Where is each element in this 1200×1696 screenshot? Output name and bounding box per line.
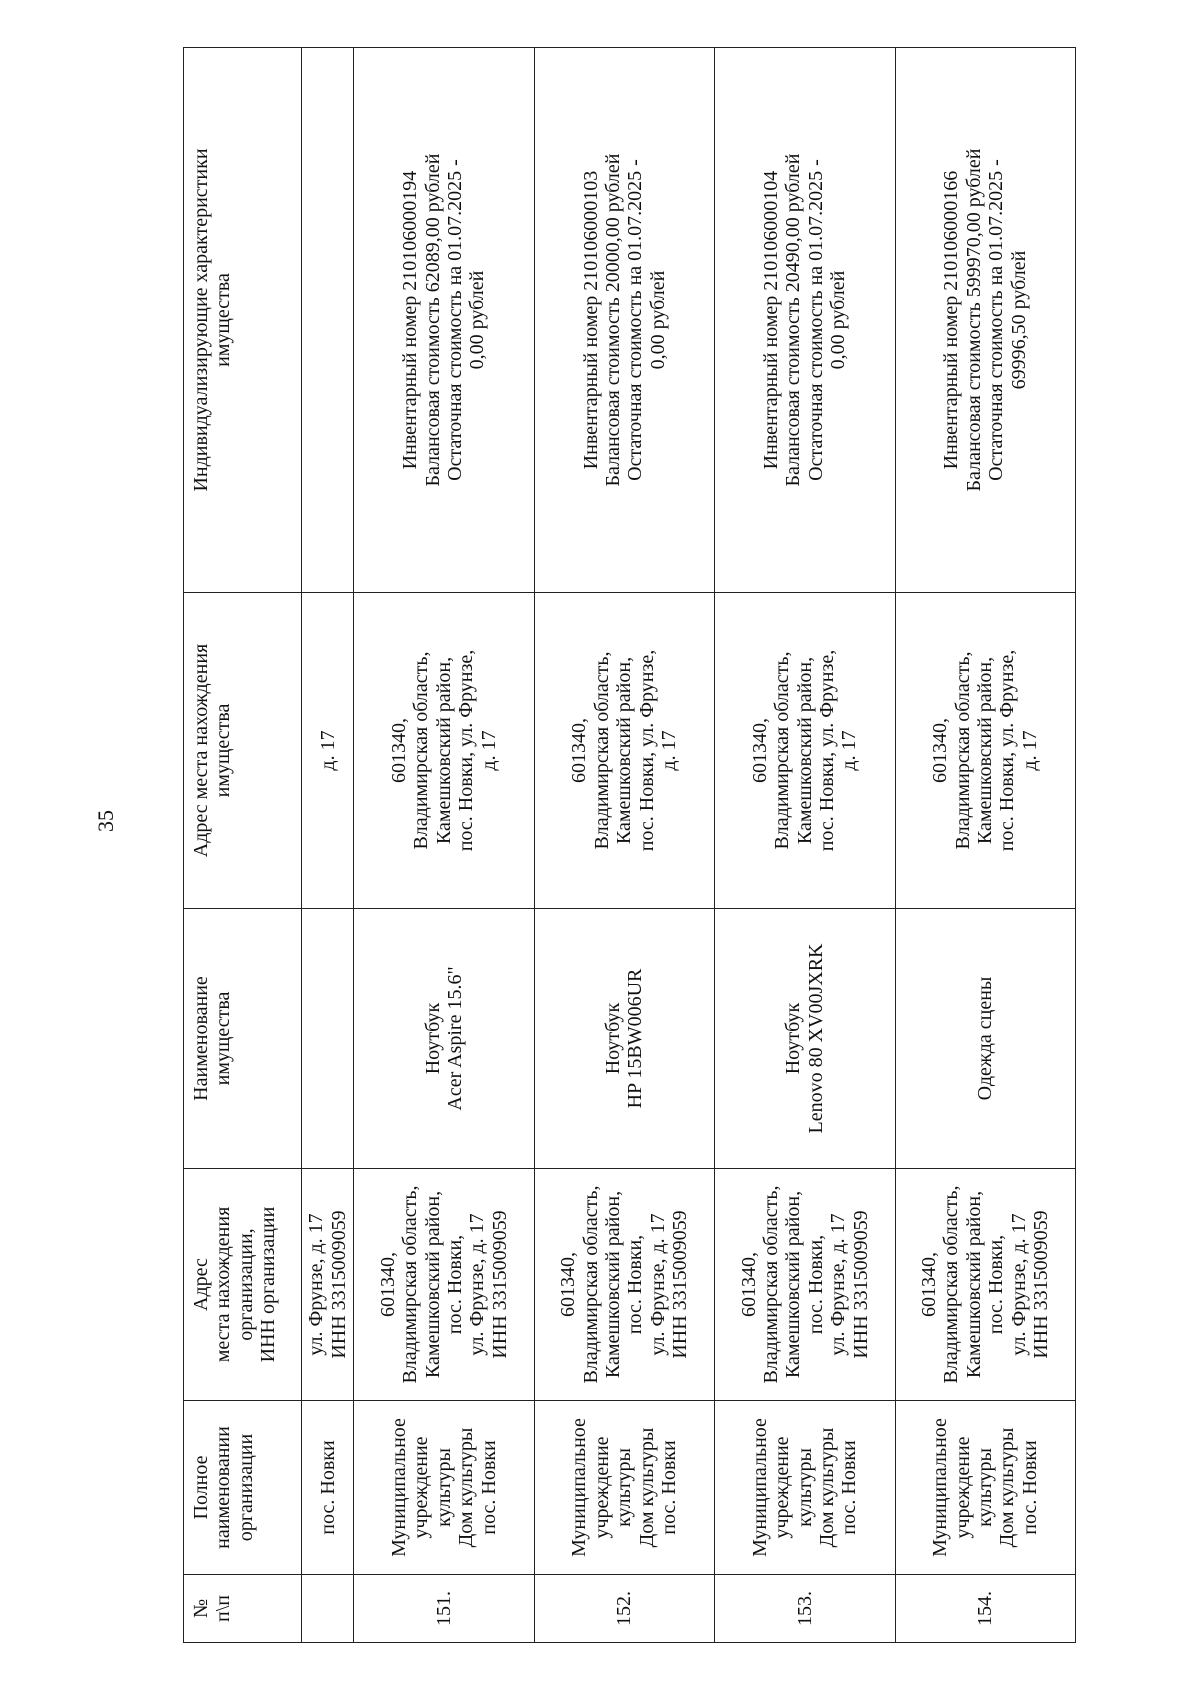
cell-line: д. 17 — [838, 730, 861, 771]
cell-line: пос. Новки, ул. Фрунзе, — [996, 649, 1019, 852]
cell-line: Остаточная стоимость на 01.07.2025 - — [444, 159, 467, 481]
cell-line: Владимирская область, — [579, 1185, 602, 1384]
cont-org-addr: ул. Фрунзе, д. 17 ИНН 3315009059 — [302, 1169, 354, 1401]
row-num: 152. — [534, 1575, 714, 1643]
cell-line: ул. Фрунзе, д. 17 — [466, 1213, 489, 1356]
cell-line: пос. Новки, — [985, 1234, 1008, 1335]
cell-line: культуры — [793, 1448, 816, 1527]
cell-line: пос. Новки, — [804, 1234, 827, 1335]
cell-line: ул. Фрунзе, д. 17 — [1007, 1213, 1030, 1356]
cell-line: Камешковский район, — [602, 1190, 625, 1379]
cell-line: Владимирская область, — [410, 651, 433, 850]
item-address-cell — [715, 593, 895, 909]
cont-item-name — [302, 909, 354, 1169]
header-item-chars: Индивидуализирующие характеристики имущества — [184, 48, 302, 593]
cell-line: Дом культуры — [455, 1427, 478, 1548]
item-address-cell — [895, 593, 1075, 909]
header-num: № п\п — [184, 1575, 302, 1643]
cell-line: Муниципальное — [748, 1418, 771, 1557]
header-org-name: Полное наименовании организации — [184, 1401, 302, 1575]
table-row — [895, 48, 1075, 1643]
cell-line: ИНН 3315009059 — [488, 1210, 511, 1359]
header-row — [184, 48, 302, 1643]
cell-line: 0,00 рублей — [466, 270, 489, 370]
cell-line: Камешковский район, — [432, 656, 455, 845]
cell-line: Камешковский район, — [421, 1190, 444, 1379]
cell-line: учреждение — [951, 1436, 974, 1539]
cell-line: Владимирская область, — [590, 651, 613, 850]
cell-line: Камешковский район, — [962, 1190, 985, 1379]
item-name-cell — [715, 909, 895, 1169]
cell-line: д. 17 — [1018, 730, 1041, 771]
row-num: 154. — [895, 1575, 1075, 1643]
cell-line: ул. Фрунзе, д. 17 — [827, 1213, 850, 1356]
cell-line: Одежда сцены — [974, 976, 997, 1101]
cell-line: Lenovo 80 XV00JXRK — [804, 943, 827, 1134]
cell-line: 601340, — [557, 1252, 580, 1317]
cell-line: Инвентарный номер 210106000166 — [940, 170, 963, 470]
cell-line: пос. Новки — [477, 1440, 500, 1535]
cell-line: учреждение — [771, 1436, 794, 1539]
cell-line: Остаточная стоимость на 01.07.2025 - — [985, 159, 1008, 481]
item-characteristics-cell — [715, 48, 895, 593]
item-address-cell — [354, 593, 534, 909]
header-item-name: Наименование имущества — [184, 909, 302, 1169]
cell-line: 601340, — [388, 718, 411, 783]
cell-line: Остаточная стоимость на 01.07.2025 - — [804, 159, 827, 481]
cell-line: 601340, — [929, 718, 952, 783]
cell-line: Балансовая стоимость 20000,00 рублей — [602, 153, 625, 487]
cell-line: Муниципальное — [568, 1418, 591, 1557]
property-table — [183, 47, 1076, 1643]
cell-line: культуры — [613, 1448, 636, 1527]
cell-line: 0,00 рублей — [827, 270, 850, 370]
page-number: 35 — [93, 810, 118, 832]
cell-line: пос. Новки, ул. Фрунзе, — [635, 649, 658, 852]
cell-line: учреждение — [590, 1436, 613, 1539]
cell-line: 0,00 рублей — [646, 270, 669, 370]
cell-line: пос. Новки, ул. Фрунзе, — [816, 649, 839, 852]
org-name-cell — [895, 1401, 1075, 1575]
cell-line: пос. Новки — [1018, 1440, 1041, 1535]
cell-line: Acer Aspire 15.6" — [444, 966, 467, 1111]
cont-num — [302, 1575, 354, 1643]
item-characteristics-cell — [895, 48, 1075, 593]
cell-line: 601340, — [737, 1252, 760, 1317]
cell-line: 601340, — [376, 1252, 399, 1317]
header-item-addr: Адрес места нахождения имущества — [184, 593, 302, 909]
cont-org-name: пос. Новки — [302, 1401, 354, 1575]
cell-line: Владимирская область, — [951, 651, 974, 850]
cell-line: Дом культуры — [816, 1427, 839, 1548]
cell-line: 69996,50 рублей — [1007, 250, 1030, 390]
cell-line: пос. Новки, — [624, 1234, 647, 1335]
cell-line: Инвентарный номер 210106000103 — [579, 170, 602, 470]
cell-line: Ноутбук — [421, 1002, 444, 1075]
item-characteristics-cell — [354, 48, 534, 593]
row-num: 151. — [354, 1575, 534, 1643]
cell-line: 601340, — [748, 718, 771, 783]
cell-line: д. 17 — [658, 730, 681, 771]
cell-line: ИНН 3315009059 — [669, 1210, 692, 1359]
cell-line: пос. Новки — [658, 1440, 681, 1535]
cell-line: Дом культуры — [996, 1427, 1019, 1548]
cell-line: пос. Новки, ул. Фрунзе, — [455, 649, 478, 852]
cell-line: Инвентарный номер 210106000194 — [399, 170, 422, 470]
org-name-cell — [354, 1401, 534, 1575]
org-address-cell — [354, 1169, 534, 1401]
org-name-cell — [534, 1401, 714, 1575]
org-name-cell — [715, 1401, 895, 1575]
table-row — [354, 48, 534, 1643]
cell-line: Камешковский район, — [613, 656, 636, 845]
cell-line: ИНН 3315009059 — [1030, 1210, 1053, 1359]
cell-line: Камешковский район, — [974, 656, 997, 845]
table-row — [534, 48, 714, 1643]
cell-line: Камешковский район, — [782, 1190, 805, 1379]
rotated-table-wrapper — [183, 48, 1076, 1643]
cell-line: Балансовая стоимость 599970,00 рублей — [962, 148, 985, 492]
cell-line: Дом культуры — [635, 1427, 658, 1548]
cell-line: 601340, — [918, 1252, 941, 1317]
item-characteristics-cell — [534, 48, 714, 593]
cell-line: Владимирская область, — [771, 651, 794, 850]
cell-line: Муниципальное — [388, 1418, 411, 1557]
cell-line: культуры — [974, 1448, 997, 1527]
cell-line: Владимирская область, — [760, 1185, 783, 1384]
cell-line: культуры — [432, 1448, 455, 1527]
cell-line: ИНН 3315009059 — [849, 1210, 872, 1359]
header-org-addr: Адрес места нахождения организации, ИНН организации — [184, 1169, 302, 1401]
cell-line: Ноутбук — [602, 1002, 625, 1075]
item-name-cell — [534, 909, 714, 1169]
org-address-cell — [534, 1169, 714, 1401]
item-name-cell — [895, 909, 1075, 1169]
cell-line: Остаточная стоимость на 01.07.2025 - — [624, 159, 647, 481]
item-address-cell — [534, 593, 714, 909]
cell-line: Владимирская область, — [399, 1185, 422, 1384]
cell-line: Балансовая стоимость 62089,00 рублей — [421, 153, 444, 487]
cell-line: Камешковский район, — [793, 656, 816, 845]
cont-item-addr: д. 17 — [302, 593, 354, 909]
cell-line: Владимирская область, — [940, 1185, 963, 1384]
item-name-cell — [354, 909, 534, 1169]
cell-line: д. 17 — [477, 730, 500, 771]
continuation-row — [302, 48, 354, 1643]
org-address-cell — [715, 1169, 895, 1401]
table-row — [715, 48, 895, 1643]
cell-line: Муниципальное — [929, 1418, 952, 1557]
cell-line: Ноутбук — [782, 1002, 805, 1075]
cell-line: пос. Новки — [838, 1440, 861, 1535]
cell-line: HP 15BW006UR — [624, 968, 647, 1109]
cell-line: ул. Фрунзе, д. 17 — [646, 1213, 669, 1356]
cell-line: учреждение — [410, 1436, 433, 1539]
row-num: 153. — [715, 1575, 895, 1643]
cell-line: пос. Новки, — [444, 1234, 467, 1335]
cell-line: 601340, — [568, 718, 591, 783]
org-address-cell — [895, 1169, 1075, 1401]
cell-line: Балансовая стоимость 20490,00 рублей — [782, 153, 805, 487]
cell-line: Инвентарный номер 210106000104 — [760, 170, 783, 470]
cont-item-chars — [302, 48, 354, 593]
